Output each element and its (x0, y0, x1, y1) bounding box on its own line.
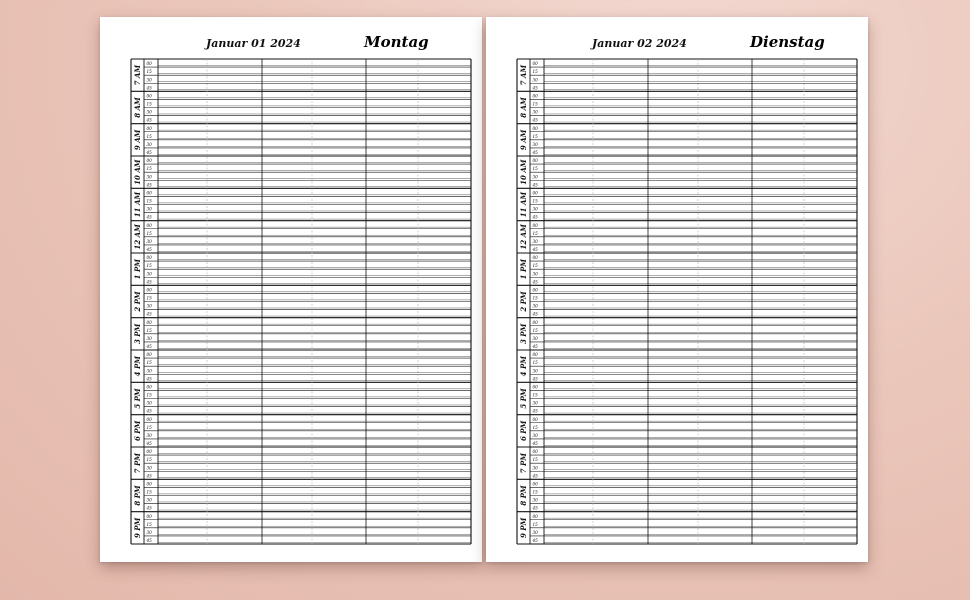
minute-label: 15 (532, 133, 538, 139)
minute-label: 45 (146, 150, 152, 155)
minute-label: 30 (146, 303, 152, 309)
minute-label: 00 (532, 61, 538, 67)
hour-label: 7 AM (133, 64, 142, 86)
minute-label: 15 (146, 101, 152, 107)
minute-label: 00 (146, 416, 152, 422)
hour-label: 5 PM (133, 388, 142, 409)
page-day: Dienstag (750, 33, 825, 51)
minute-label: 00 (532, 416, 538, 422)
hour-label: 4 PM (133, 356, 142, 377)
minute-label: 15 (146, 198, 152, 204)
minute-label: 30 (146, 206, 152, 212)
minute-label: 30 (146, 432, 152, 438)
minute-label: 45 (146, 182, 152, 188)
minute-label: 45 (146, 247, 152, 252)
minute-label: 00 (532, 481, 538, 487)
minute-label: 45 (146, 473, 152, 479)
minute-label: 45 (146, 538, 152, 543)
minute-label: 45 (532, 117, 538, 123)
minute-label: 00 (146, 125, 152, 131)
minute-label: 00 (146, 190, 152, 196)
minute-label: 15 (146, 521, 152, 527)
minute-label: 15 (532, 392, 538, 398)
minute-label: 00 (532, 255, 538, 261)
hour-label: 8 AM (519, 97, 528, 118)
hour-label: 10 AM (519, 159, 528, 185)
minute-label: 30 (532, 465, 538, 471)
minute-label: 30 (146, 238, 152, 244)
hour-label: 12 AM (133, 224, 142, 250)
minute-label: 15 (532, 198, 538, 204)
minute-label: 30 (532, 238, 538, 244)
minute-label: 00 (146, 222, 152, 228)
hourly-schedule-grid (100, 17, 482, 562)
minute-label: 00 (532, 352, 538, 358)
planner-page-left (100, 17, 482, 562)
hour-label: 10 AM (133, 159, 142, 185)
minute-label: 30 (146, 465, 152, 471)
minute-label: 45 (532, 182, 538, 188)
minute-label: 30 (532, 497, 538, 503)
hour-label: 8 PM (133, 485, 142, 506)
hour-label: 11 AM (519, 191, 528, 218)
minute-label: 00 (146, 481, 152, 487)
minute-label: 00 (532, 287, 538, 293)
minute-label: 45 (532, 376, 538, 382)
minute-label: 00 (146, 319, 152, 325)
minute-label: 15 (532, 327, 538, 333)
minute-label: 45 (146, 441, 152, 446)
minute-label: 00 (532, 125, 538, 131)
grid-svg (100, 17, 482, 562)
minute-label: 15 (532, 69, 538, 75)
minute-label: 45 (532, 505, 538, 511)
minute-label: 45 (146, 505, 152, 511)
minute-label: 00 (146, 352, 152, 358)
minute-label: 00 (532, 449, 538, 455)
minute-label: 45 (146, 85, 152, 91)
minute-label: 45 (532, 214, 538, 220)
minute-label: 45 (146, 408, 152, 414)
hour-label: 3 PM (519, 323, 528, 344)
minute-label: 00 (532, 513, 538, 519)
minute-label: 30 (146, 497, 152, 503)
minute-label: 00 (532, 319, 538, 325)
minute-label: 45 (532, 311, 538, 317)
minute-label: 30 (532, 303, 538, 309)
minute-label: 30 (532, 141, 538, 147)
minute-label: 30 (146, 368, 152, 374)
minute-label: 15 (532, 457, 538, 463)
minute-label: 15 (532, 489, 538, 495)
minute-label: 00 (532, 93, 538, 99)
minute-label: 15 (532, 424, 538, 430)
minute-label: 45 (146, 214, 152, 220)
minute-label: 30 (532, 529, 538, 535)
hour-label: 9 AM (519, 129, 528, 151)
minute-label: 30 (532, 271, 538, 277)
minute-label: 30 (146, 335, 152, 341)
hour-label: 9 PM (519, 517, 528, 538)
minute-label: 30 (146, 400, 152, 406)
hour-label: 1 PM (133, 259, 143, 280)
minute-label: 15 (146, 230, 152, 236)
minute-label: 45 (146, 376, 152, 382)
minute-label: 45 (532, 473, 538, 479)
hour-label: 8 PM (519, 485, 528, 506)
hour-label: 6 PM (519, 420, 528, 441)
minute-label: 45 (146, 311, 152, 317)
planner-page-right (486, 17, 868, 562)
minute-label: 45 (532, 538, 538, 543)
page-day: Montag (364, 33, 429, 51)
minute-label: 30 (146, 141, 152, 147)
minute-label: 15 (146, 457, 152, 463)
minute-label: 15 (146, 295, 152, 301)
hour-label: 1 PM (519, 259, 528, 280)
minute-label: 00 (532, 384, 538, 390)
minute-label: 30 (146, 174, 152, 180)
minute-label: 45 (532, 85, 538, 91)
minute-label: 45 (146, 344, 152, 349)
hour-label: 9 PM (133, 517, 143, 538)
minute-label: 00 (532, 190, 538, 196)
minute-label: 15 (146, 360, 152, 366)
hour-label: 11 AM (133, 191, 142, 218)
minute-label: 45 (532, 344, 538, 349)
minute-label: 15 (146, 166, 152, 172)
minute-label: 00 (532, 222, 538, 228)
minute-label: 15 (146, 424, 152, 430)
minute-label: 15 (146, 69, 152, 75)
hour-label: 7 PM (519, 453, 528, 474)
minute-label: 00 (146, 287, 152, 293)
hour-label: 9 AM (133, 129, 142, 151)
minute-label: 30 (146, 529, 152, 535)
minute-label: 30 (532, 400, 538, 406)
minute-label: 30 (532, 206, 538, 212)
minute-label: 00 (146, 61, 152, 67)
minute-label: 15 (532, 360, 538, 366)
minute-label: 15 (146, 133, 152, 139)
minute-label: 45 (532, 408, 538, 414)
minute-label: 15 (146, 489, 152, 495)
minute-label: 00 (146, 255, 152, 261)
minute-label: 30 (146, 109, 152, 115)
minute-label: 30 (532, 174, 538, 180)
minute-label: 15 (532, 101, 538, 107)
minute-label: 30 (146, 271, 152, 277)
grid-svg (486, 17, 868, 562)
minute-label: 15 (146, 327, 152, 333)
minute-label: 15 (146, 392, 152, 398)
page-date: Januar 01 2024 (206, 37, 301, 50)
minute-label: 45 (146, 279, 152, 285)
hour-label: 7 PM (133, 453, 142, 474)
page-date: Januar 02 2024 (592, 37, 687, 50)
minute-label: 30 (532, 368, 538, 374)
minute-label: 30 (532, 77, 538, 83)
minute-label: 45 (532, 247, 538, 252)
minute-label: 15 (532, 166, 538, 172)
minute-label: 00 (146, 158, 152, 164)
minute-label: 30 (532, 109, 538, 115)
minute-label: 45 (146, 117, 152, 123)
hour-label: 3 PM (133, 323, 142, 344)
minute-label: 15 (146, 263, 152, 269)
hour-label: 6 PM (133, 420, 142, 441)
minute-label: 30 (532, 432, 538, 438)
minute-label: 30 (146, 77, 152, 83)
minute-label: 45 (532, 441, 538, 446)
hour-label: 5 PM (519, 388, 528, 409)
minute-label: 00 (146, 513, 152, 519)
minute-label: 15 (532, 263, 538, 269)
hour-label: 2 PM (133, 291, 142, 312)
minute-label: 45 (532, 279, 538, 285)
minute-label: 15 (532, 521, 538, 527)
minute-label: 30 (532, 335, 538, 341)
hourly-schedule-grid (486, 17, 868, 562)
minute-label: 15 (532, 230, 538, 236)
hour-label: 12 AM (519, 224, 528, 250)
hour-label: 2 PM (519, 291, 528, 312)
hour-label: 8 AM (133, 97, 142, 118)
minute-label: 00 (146, 384, 152, 390)
hour-label: 4 PM (519, 356, 528, 377)
minute-label: 00 (532, 158, 538, 164)
minute-label: 00 (146, 93, 152, 99)
hour-label: 7 AM (519, 64, 528, 86)
minute-label: 15 (532, 295, 538, 301)
minute-label: 45 (532, 150, 538, 155)
minute-label: 00 (146, 449, 152, 455)
